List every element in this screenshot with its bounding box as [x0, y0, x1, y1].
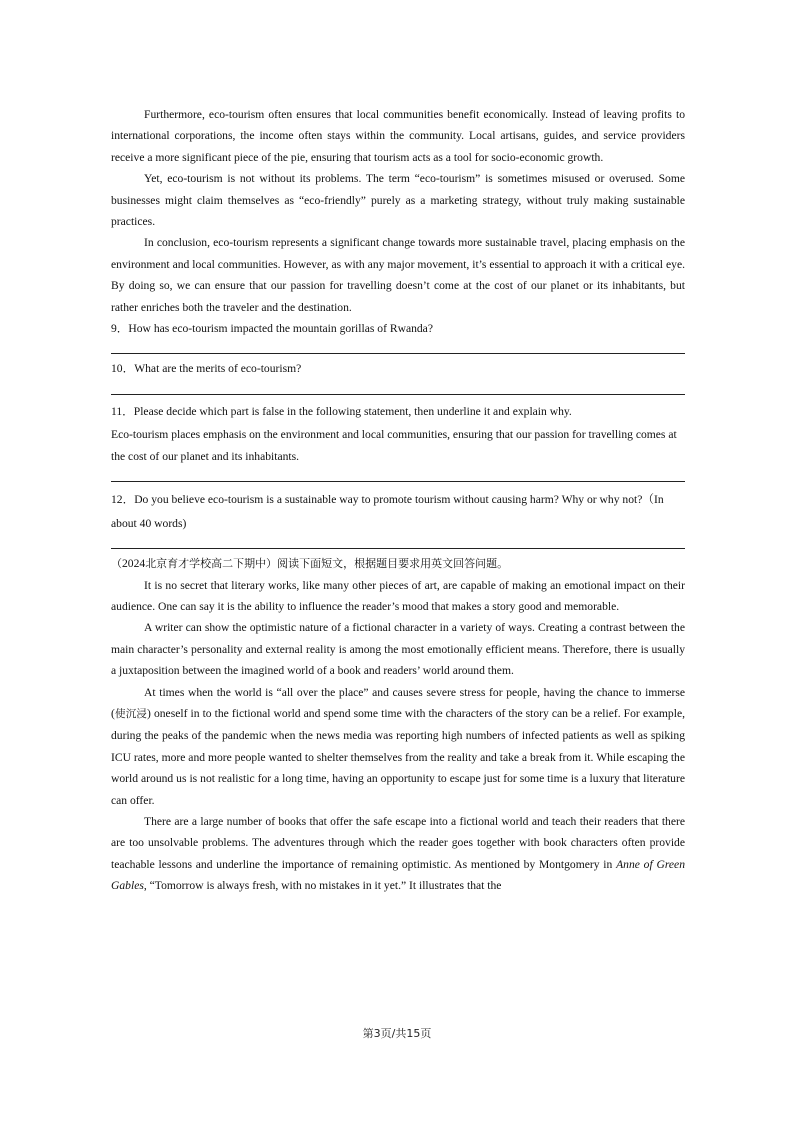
source-prefix: （ [111, 557, 122, 571]
p3-text-a: At times when the world is “all over the place” and causes severe stress for people, having the chance to immerse ( [111, 685, 685, 720]
passage2-paragraph-2: A writer can show the optimistic nature of a fictional character in a variety of ways. Creating a contrast between the main character’s personality and external reality is among the most emotionally efficient means. Therefore, there is usually a juxtaposition between the imagined world of a book and readers’ world around them. [111, 621, 685, 678]
passage2-paragraph-3 [111, 682, 685, 811]
p4-book-title: Anne of Green Gables [111, 857, 685, 893]
p4-text-b: , “Tomorrow is always fresh, with no mistakes in it yet.” It illustrates that the [143, 879, 502, 893]
p3-chinese-gloss: 使沉浸 [114, 707, 148, 720]
source-school: 北京育才学校高二下期中）阅读下面短文，根据题目要求用英文回答问题。 [145, 557, 509, 571]
answer-line-10[interactable] [111, 394, 685, 395]
question-9: 9．How has eco-tourism impacted the mountain gorillas of Rwanda? [111, 322, 433, 336]
passage1-paragraph-1: Furthermore, eco-tourism often ensures that local communities benefit economically. Instead of leaving profits to international corporations, the income often stays within the community. Local artisans, guides, and service providers receive a more significant piece of the pie, ensuring that tourism acts as a tool for socio-economic growth. [111, 108, 685, 164]
passage2-paragraph-4 [111, 811, 685, 897]
question-10: 10．What are the merits of eco-tourism? [111, 362, 302, 376]
passage2-paragraph-1: It is no secret that literary works, like many other pieces of art, are capable of making an emotional impact on their audience. One can say it is the ability to influence the reader’s mood that makes a story good and memorable. [111, 578, 685, 613]
passage1-paragraph-2: Yet, eco-tourism is not without its problems. The term “eco-tourism” is sometimes misused or overused. Some businesses might claim themselves as “eco-friendly” purely as a marketing strategy, without truly making sustainable practices. [111, 172, 685, 229]
answer-line-9[interactable] [111, 353, 685, 354]
page-footer: 第3页/共15页 [362, 1027, 432, 1040]
p4-text-a: There are a large number of books that offer the safe escape into a fictional world and teach their readers that there are too unsolvable problems. The adventures through which the reader goes together with book characters often provide teachable lessons and underline the importance of remaining optimistic. As mentioned by Montgomery in [111, 814, 685, 871]
answer-line-11[interactable] [111, 481, 685, 482]
passage1-paragraph-3: In conclusion, eco-tourism represents a significant change towards more sustainable travel, placing emphasis on the environment and local communities. However, as with any major movement, it’s essential to approach it with a critical eye. By doing so, we can ensure that our passion for travelling doesn’t come at the cost of our planet or its inhabitants, but rather enriches both the traveler and the destination. [111, 236, 685, 314]
answer-line-12[interactable] [111, 548, 685, 549]
p3-text-b: ) oneself in to the fictional world and spend some time with the characters of the story can be a relief. For example, during the peaks of the pandemic when the news media was reporting high numbers of infected patients as well as spiking ICU rates, more and more people wanted to shelter themselves from the reality and take a break from it. While escaping the world around us is not realistic for a long time, having an opportunity to escape just for some time is a luxury that literature can offer. [111, 706, 685, 807]
source-year: 2024 [122, 557, 146, 571]
document-page [111, 104, 685, 897]
question-12: 12．Do you believe eco-tourism is a sustainable way to promote tourism without causing harm? Why or why not?（In about 40 words) [111, 493, 664, 531]
question-11-prompt: 11．Please decide which part is false in the following statement, then underline it and explain why. [111, 404, 572, 418]
passage2-source [111, 553, 685, 574]
question-11-statement: Eco-tourism places emphasis on the environment and local communities, ensuring that our passion for travelling comes at the cost of our planet and its inhabitants. [111, 428, 677, 463]
